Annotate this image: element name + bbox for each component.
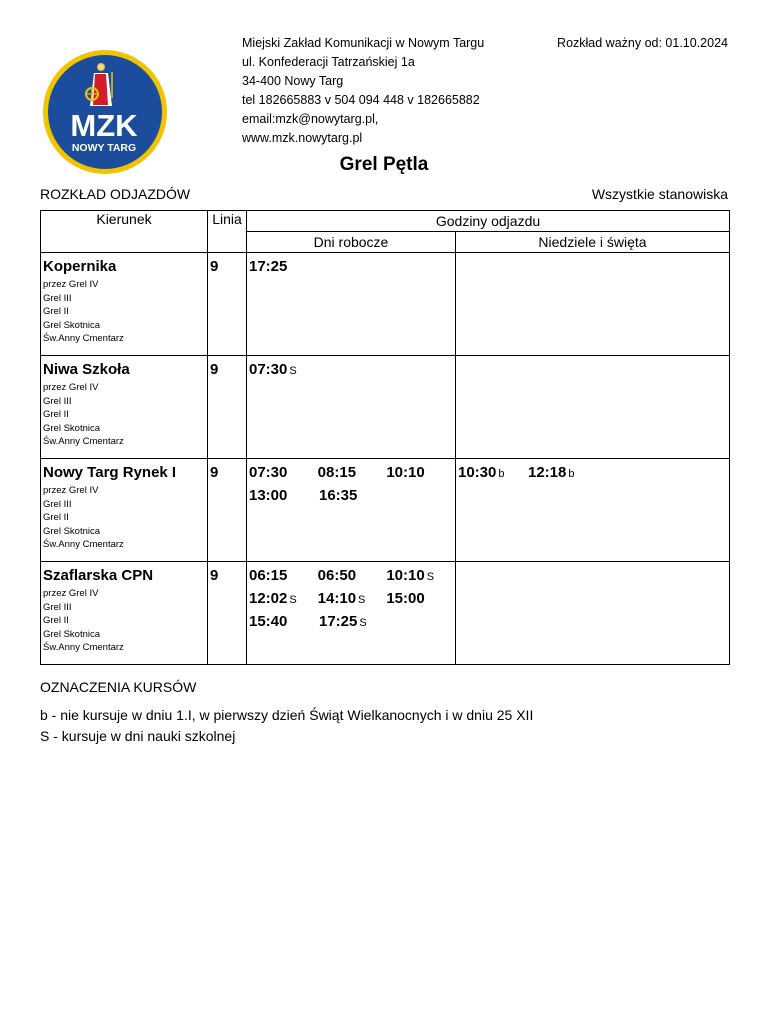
via-stop: Grel III bbox=[43, 601, 72, 613]
company-info bbox=[242, 34, 484, 148]
via-stop: przez Grel IV bbox=[43, 279, 99, 290]
departure-time bbox=[386, 590, 455, 613]
stands-label: Wszystkie stanowiska bbox=[591, 186, 728, 202]
line-cell bbox=[208, 253, 247, 356]
departure-time-value: 15:40 bbox=[249, 613, 288, 630]
timetable-body bbox=[41, 253, 730, 665]
via-stop: Św.Anny Cmentarz bbox=[43, 436, 124, 448]
departure-time-value: 15:00 bbox=[386, 590, 425, 607]
via-stop: Grel III bbox=[43, 395, 72, 407]
departure-time bbox=[249, 258, 319, 281]
departure-time bbox=[386, 464, 455, 487]
departure-time bbox=[318, 590, 387, 613]
via-stops bbox=[41, 278, 207, 346]
line-cell bbox=[208, 459, 247, 562]
via-stop: Grel Skotnica bbox=[43, 628, 101, 640]
header-direction bbox=[41, 211, 208, 253]
header-line-label: Linia bbox=[212, 211, 242, 227]
departure-time bbox=[318, 567, 387, 590]
course-mark: S bbox=[359, 617, 367, 629]
departure-time bbox=[458, 464, 528, 487]
departure-time bbox=[386, 567, 455, 590]
course-mark: b bbox=[568, 468, 575, 480]
departure-time-value: 13:00 bbox=[249, 487, 288, 504]
stop-title: Grel Pętla bbox=[339, 154, 429, 175]
departure-time-value: 12:18 bbox=[528, 464, 567, 481]
departure-time-value: 16:35 bbox=[319, 487, 358, 504]
sundays-times-cell bbox=[456, 253, 730, 356]
via-stop: Grel II bbox=[43, 306, 69, 318]
legend bbox=[40, 705, 533, 747]
valid-from: Rozkład ważny od: 01.10.2024 bbox=[557, 36, 728, 50]
via-stop: Grel Skotnica bbox=[43, 525, 101, 537]
times-row bbox=[249, 590, 455, 613]
departure-time-value: 10:10 bbox=[386, 567, 425, 584]
header-line bbox=[208, 211, 247, 253]
table-row bbox=[41, 459, 730, 562]
line-number: 9 bbox=[210, 258, 219, 275]
departure-time-value: 06:50 bbox=[317, 567, 357, 584]
table-row bbox=[41, 562, 730, 665]
via-stop: Grel II bbox=[43, 615, 69, 627]
departure-time bbox=[249, 567, 318, 590]
legend-item-s: S - kursuje w dni nauki szkolnej bbox=[40, 728, 236, 744]
company-city: 34-400 Nowy Targ bbox=[242, 74, 344, 88]
line-cell bbox=[208, 562, 247, 665]
via-stop: Grel II bbox=[43, 512, 69, 524]
departure-time-value: 08:15 bbox=[317, 464, 357, 481]
sundays-times-cell bbox=[456, 356, 730, 459]
line-cell bbox=[208, 356, 247, 459]
times-row bbox=[249, 613, 455, 636]
table-row bbox=[41, 356, 730, 459]
direction-cell bbox=[41, 356, 208, 459]
direction-name: Szaflarska CPN bbox=[43, 567, 154, 584]
departure-time-value: 14:10 bbox=[317, 590, 357, 607]
course-mark: S bbox=[358, 594, 366, 606]
via-stop: Grel III bbox=[43, 292, 72, 304]
company-name: Miejski Zakład Komunikacji w Nowym Targu bbox=[242, 36, 485, 50]
departure-time-value: 17:25 bbox=[249, 258, 288, 275]
departure-time bbox=[319, 487, 389, 510]
via-stops bbox=[41, 587, 207, 655]
departure-time-value: 07:30 bbox=[249, 361, 288, 378]
course-mark: S bbox=[426, 571, 435, 583]
company-website: www.mzk.nowytarg.pl bbox=[242, 131, 363, 145]
departure-time bbox=[249, 613, 319, 636]
line-number: 9 bbox=[210, 464, 219, 481]
direction-name: Niwa Szkoła bbox=[43, 361, 130, 378]
via-stops bbox=[41, 381, 207, 449]
header-sundays: Niedziele i święta bbox=[456, 232, 730, 253]
departure-time-value: 06:15 bbox=[249, 567, 288, 584]
mzk-logo-subtext: NOWY TARG bbox=[71, 142, 137, 154]
course-mark: S bbox=[289, 594, 297, 606]
times-row bbox=[249, 361, 455, 384]
departure-time-value: 12:02 bbox=[249, 590, 288, 607]
departure-time bbox=[249, 464, 318, 487]
legend-title: OZNACZENIA KURSÓW bbox=[40, 679, 197, 695]
departure-time bbox=[528, 464, 598, 487]
weekdays-times-cell bbox=[247, 356, 456, 459]
departure-time-value: 10:30 bbox=[458, 464, 497, 481]
times-row bbox=[458, 464, 729, 487]
legend-item-b: b - nie kursuje w dniu 1.I, w pierwszy dzień Świąt Wielkanocnych i w dniu 25 XII bbox=[40, 707, 534, 723]
departure-time bbox=[249, 487, 319, 510]
departure-time bbox=[319, 613, 389, 636]
departure-time-value: 10:10 bbox=[386, 464, 425, 481]
via-stop: Św.Anny Cmentarz bbox=[43, 333, 124, 345]
header-departures: Godziny odjazdu bbox=[247, 211, 730, 232]
header-direction-label: Kierunek bbox=[96, 211, 152, 227]
weekdays-times-cell bbox=[247, 562, 456, 665]
course-mark: S bbox=[289, 365, 297, 377]
via-stop: Św.Anny Cmentarz bbox=[43, 642, 124, 654]
company-email: email:mzk@nowytarg.pl, bbox=[242, 112, 379, 126]
direction-name: Nowy Targ Rynek I bbox=[43, 464, 177, 481]
via-stop: Grel III bbox=[43, 498, 72, 510]
via-stop: przez Grel IV bbox=[43, 382, 99, 393]
departure-time bbox=[249, 590, 318, 613]
departure-time-value: 17:25 bbox=[319, 613, 358, 630]
via-stop: Grel Skotnica bbox=[43, 422, 101, 434]
company-phone: tel 182665883 v 504 094 448 v 182665882 bbox=[242, 93, 480, 107]
via-stop: przez Grel IV bbox=[43, 485, 99, 496]
departure-time-value: 07:30 bbox=[249, 464, 288, 481]
company-street: ul. Konfederacji Tatrzańskiej 1a bbox=[242, 55, 415, 69]
times-row bbox=[249, 487, 455, 510]
line-number: 9 bbox=[210, 567, 219, 584]
departure-time bbox=[318, 464, 387, 487]
direction-cell bbox=[41, 253, 208, 356]
times-row bbox=[249, 258, 455, 281]
weekdays-times-cell bbox=[247, 459, 456, 562]
via-stop: Św.Anny Cmentarz bbox=[43, 539, 124, 551]
departure-time bbox=[249, 361, 319, 384]
mzk-logo-text: MZK bbox=[70, 108, 138, 143]
weekdays-times-cell bbox=[247, 253, 456, 356]
timetable bbox=[40, 210, 730, 665]
header-weekdays: Dni robocze bbox=[247, 232, 456, 253]
via-stops bbox=[41, 484, 207, 552]
via-stop: Grel II bbox=[43, 409, 69, 421]
via-stop: Grel Skotnica bbox=[43, 319, 101, 331]
direction-name: Kopernika bbox=[43, 258, 117, 275]
direction-cell bbox=[41, 459, 208, 562]
sundays-times-cell bbox=[456, 459, 730, 562]
direction-cell bbox=[41, 562, 208, 665]
schedule-label: ROZKŁAD ODJAZDÓW bbox=[40, 186, 191, 202]
course-mark: b bbox=[498, 468, 505, 480]
via-stop: przez Grel IV bbox=[43, 588, 99, 599]
times-row bbox=[249, 567, 455, 590]
line-number: 9 bbox=[210, 361, 219, 378]
table-row bbox=[41, 253, 730, 356]
sundays-times-cell bbox=[456, 562, 730, 665]
times-row bbox=[249, 464, 455, 487]
